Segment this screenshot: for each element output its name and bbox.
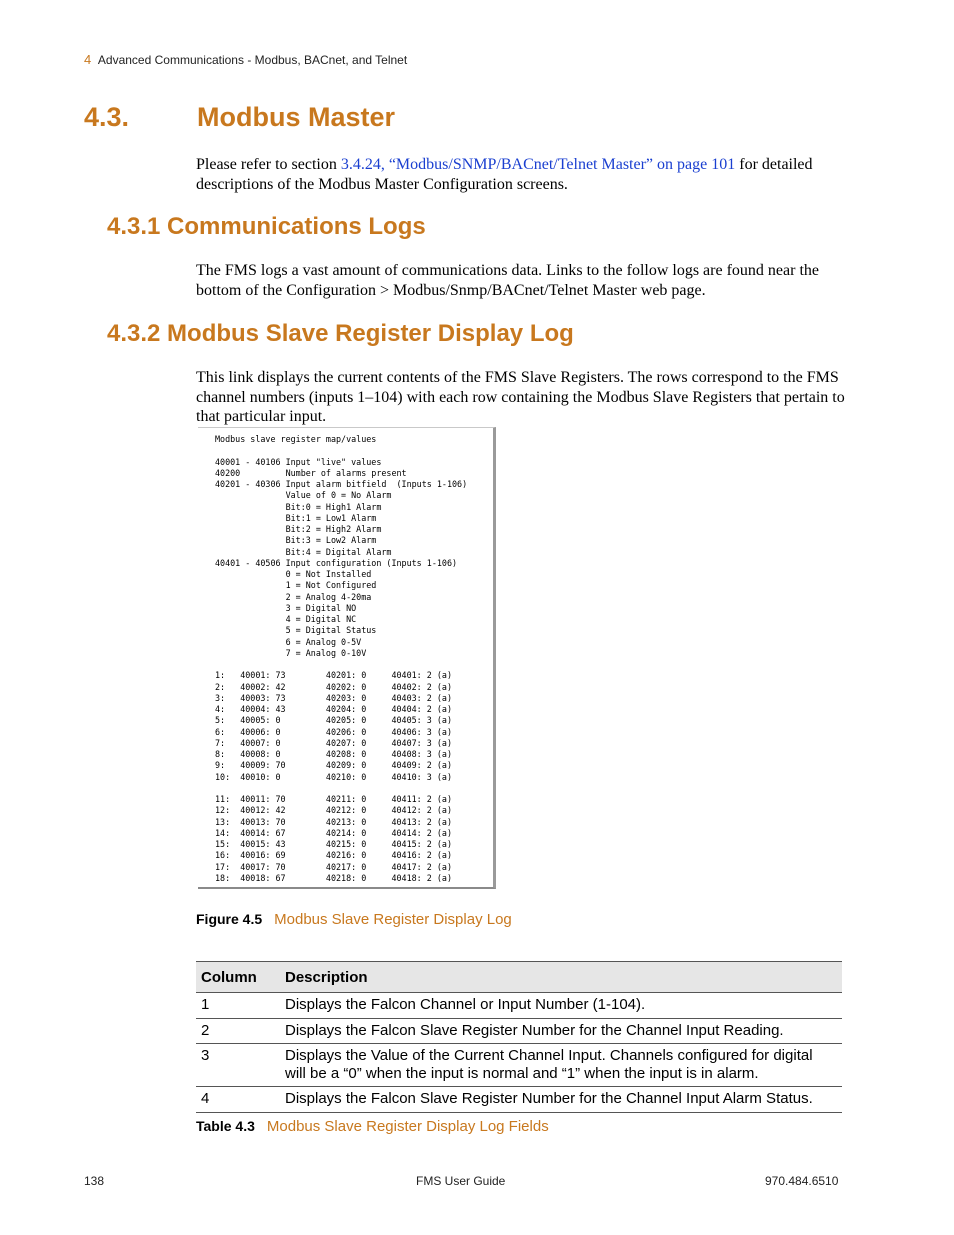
register-log-line: Bit:2 = High2 Alarm (215, 524, 382, 534)
table-row (196, 993, 842, 1019)
register-log-line: 6: 40006: 0 40206: 0 40406: 3 (a) (215, 726, 452, 737)
communications-logs-body: The FMS logs a vast amount of communications data. Links to the follow logs are found near the bottom of the Configuration > Modbus/Snmp/BACnet/Telnet Master web page. (196, 262, 819, 299)
cross-reference-link[interactable]: 3.4.24, “Modbus/SNMP/BACnet/Telnet Master” on page 101 (340, 156, 736, 173)
table-header-row (196, 962, 842, 993)
register-log-line: Bit:4 = Digital Alarm (215, 546, 392, 557)
intro-text-after: for detailed descriptions of the Modbus Master Configuration screens. (196, 156, 813, 193)
table-cell-description: Displays the Falcon Slave Register Number for the Channel Input Alarm Status. (280, 1087, 842, 1113)
table-cell-description: Displays the Falcon Slave Register Number for the Channel Input Reading. (280, 1018, 842, 1044)
register-log-line: 12: 40012: 42 40212: 0 40412: 2 (a) (215, 805, 452, 816)
register-log-line: Value of 0 = No Alarm (215, 490, 392, 501)
table-cell-column: 1 (196, 993, 280, 1019)
register-log-line: 14: 40014: 67 40214: 0 40414: 2 (a) (215, 827, 452, 838)
table-cell-column: 3 (196, 1044, 280, 1087)
register-log-line: 3: 40003: 73 40203: 0 40403: 2 (a) (215, 692, 452, 703)
register-log-line: 13: 40013: 70 40213: 0 40413: 2 (a) (215, 816, 452, 827)
register-log-line: 2 = Analog 4-20ma (215, 591, 372, 602)
section-heading (84, 102, 395, 133)
table-caption-title: Modbus Slave Register Display Log Fields (266, 1118, 549, 1135)
register-log-line: Modbus slave register map/values (215, 434, 377, 444)
footer-doc-title: FMS User Guide (416, 1174, 506, 1188)
register-log-line: 11: 40011: 70 40211: 0 40411: 2 (a) (215, 794, 452, 804)
subsection-heading-slave-register-log: 4.3.2 Modbus Slave Register Display Log (107, 320, 574, 347)
register-log-line: 7 = Analog 0-10V (215, 647, 367, 658)
table-row (196, 1044, 842, 1087)
register-log-line: 4: 40004: 43 40204: 0 40404: 2 (a) (215, 704, 452, 714)
register-log-line: 7: 40007: 0 40207: 0 40407: 3 (a) (215, 737, 452, 748)
section-number: 4.3. (84, 102, 130, 132)
register-log-line: 40401 - 40506 Input configuration (Inputs 1-106) (215, 557, 458, 568)
register-log-line: 2: 40002: 42 40202: 0 40402: 2 (a) (215, 681, 452, 692)
register-log-line: Bit:0 = High1 Alarm (215, 501, 382, 512)
section-title: Modbus Master (197, 102, 396, 132)
table-cell-description: Displays the Falcon Channel or Input Number (1-104). (280, 993, 842, 1019)
chapter-title: Advanced Communications - Modbus, BACnet, and Telnet (97, 53, 408, 67)
table-row (196, 1087, 842, 1113)
log-fields-table (196, 961, 842, 1113)
footer-phone: 970.484.6510 (765, 1174, 839, 1188)
register-log-line: 10: 40010: 0 40210: 0 40410: 3 (a) (215, 771, 452, 782)
register-log-line (215, 783, 467, 794)
section-intro (196, 155, 846, 194)
register-log-line: 40200 Number of alarms present (215, 467, 407, 478)
register-log-line: 15: 40015: 43 40215: 0 40415: 2 (a) (215, 839, 452, 849)
register-log-screenshot (198, 427, 496, 889)
register-log-text (215, 434, 467, 884)
table-cell-column: 4 (196, 1087, 280, 1113)
slave-register-log-body: This link displays the current contents of the FMS Slave Registers. The rows correspond to the FMS channel numbers (inputs 1–104) with each row containing the Modbus Slave Registers that pertain to that particular input. (196, 369, 845, 425)
table-caption-label: Table 4.3 (196, 1118, 255, 1134)
register-log-line: 3 = Digital NO (215, 602, 357, 613)
footer-page-number: 138 (84, 1174, 105, 1188)
figure-caption (196, 911, 512, 928)
register-log-line: 5: 40005: 0 40205: 0 40405: 3 (a) (215, 715, 452, 726)
register-log-line: 40001 - 40106 Input "live" values (215, 456, 382, 467)
register-log-line: 0 = Not Installed (215, 569, 372, 579)
register-log-line: 9: 40009: 70 40209: 0 40409: 2 (a) (215, 760, 452, 771)
running-header (84, 52, 407, 67)
register-log-line: Bit:3 = Low2 Alarm (215, 535, 377, 546)
register-log-line: 6 = Analog 0-5V (215, 636, 362, 647)
register-log-line: 16: 40016: 69 40216: 0 40416: 2 (a) (215, 850, 452, 861)
figure-caption-title: Modbus Slave Register Display Log (274, 911, 512, 928)
register-log-line: 40201 - 40306 Input alarm bitfield (Inputs 1-106) (215, 479, 468, 489)
subsection-heading-communications-logs: 4.3.1 Communications Logs (107, 213, 426, 240)
table-cell-description: Displays the Value of the Current Channel Input. Channels configured for digital will be a “0” when the input is normal and “1” when the input is in alarm. (280, 1044, 842, 1087)
table-cell-column: 2 (196, 1018, 280, 1044)
register-log-line: 4 = Digital NC (215, 614, 357, 624)
table-caption (196, 1118, 549, 1135)
figure-caption-label: Figure 4.5 (196, 911, 263, 927)
register-log-line (215, 445, 467, 456)
intro-text-before: Please refer to section (196, 156, 341, 173)
register-log-line: 8: 40008: 0 40208: 0 40408: 3 (a) (215, 749, 452, 759)
register-log-line: 17: 40017: 70 40217: 0 40417: 2 (a) (215, 861, 452, 872)
chapter-number: 4 (84, 52, 92, 67)
register-log-line (215, 659, 467, 670)
table-row (196, 1018, 842, 1044)
column-header-description: Description (280, 962, 842, 993)
register-log-line: Bit:1 = Low1 Alarm (215, 512, 377, 523)
register-log-line: 1: 40001: 73 40201: 0 40401: 2 (a) (215, 670, 452, 681)
register-log-line: 1 = Not Configured (215, 580, 377, 591)
column-header-column: Column (196, 962, 280, 993)
register-log-line: 18: 40018: 67 40218: 0 40418: 2 (a) (215, 872, 452, 883)
register-log-line: 5 = Digital Status (215, 625, 377, 636)
